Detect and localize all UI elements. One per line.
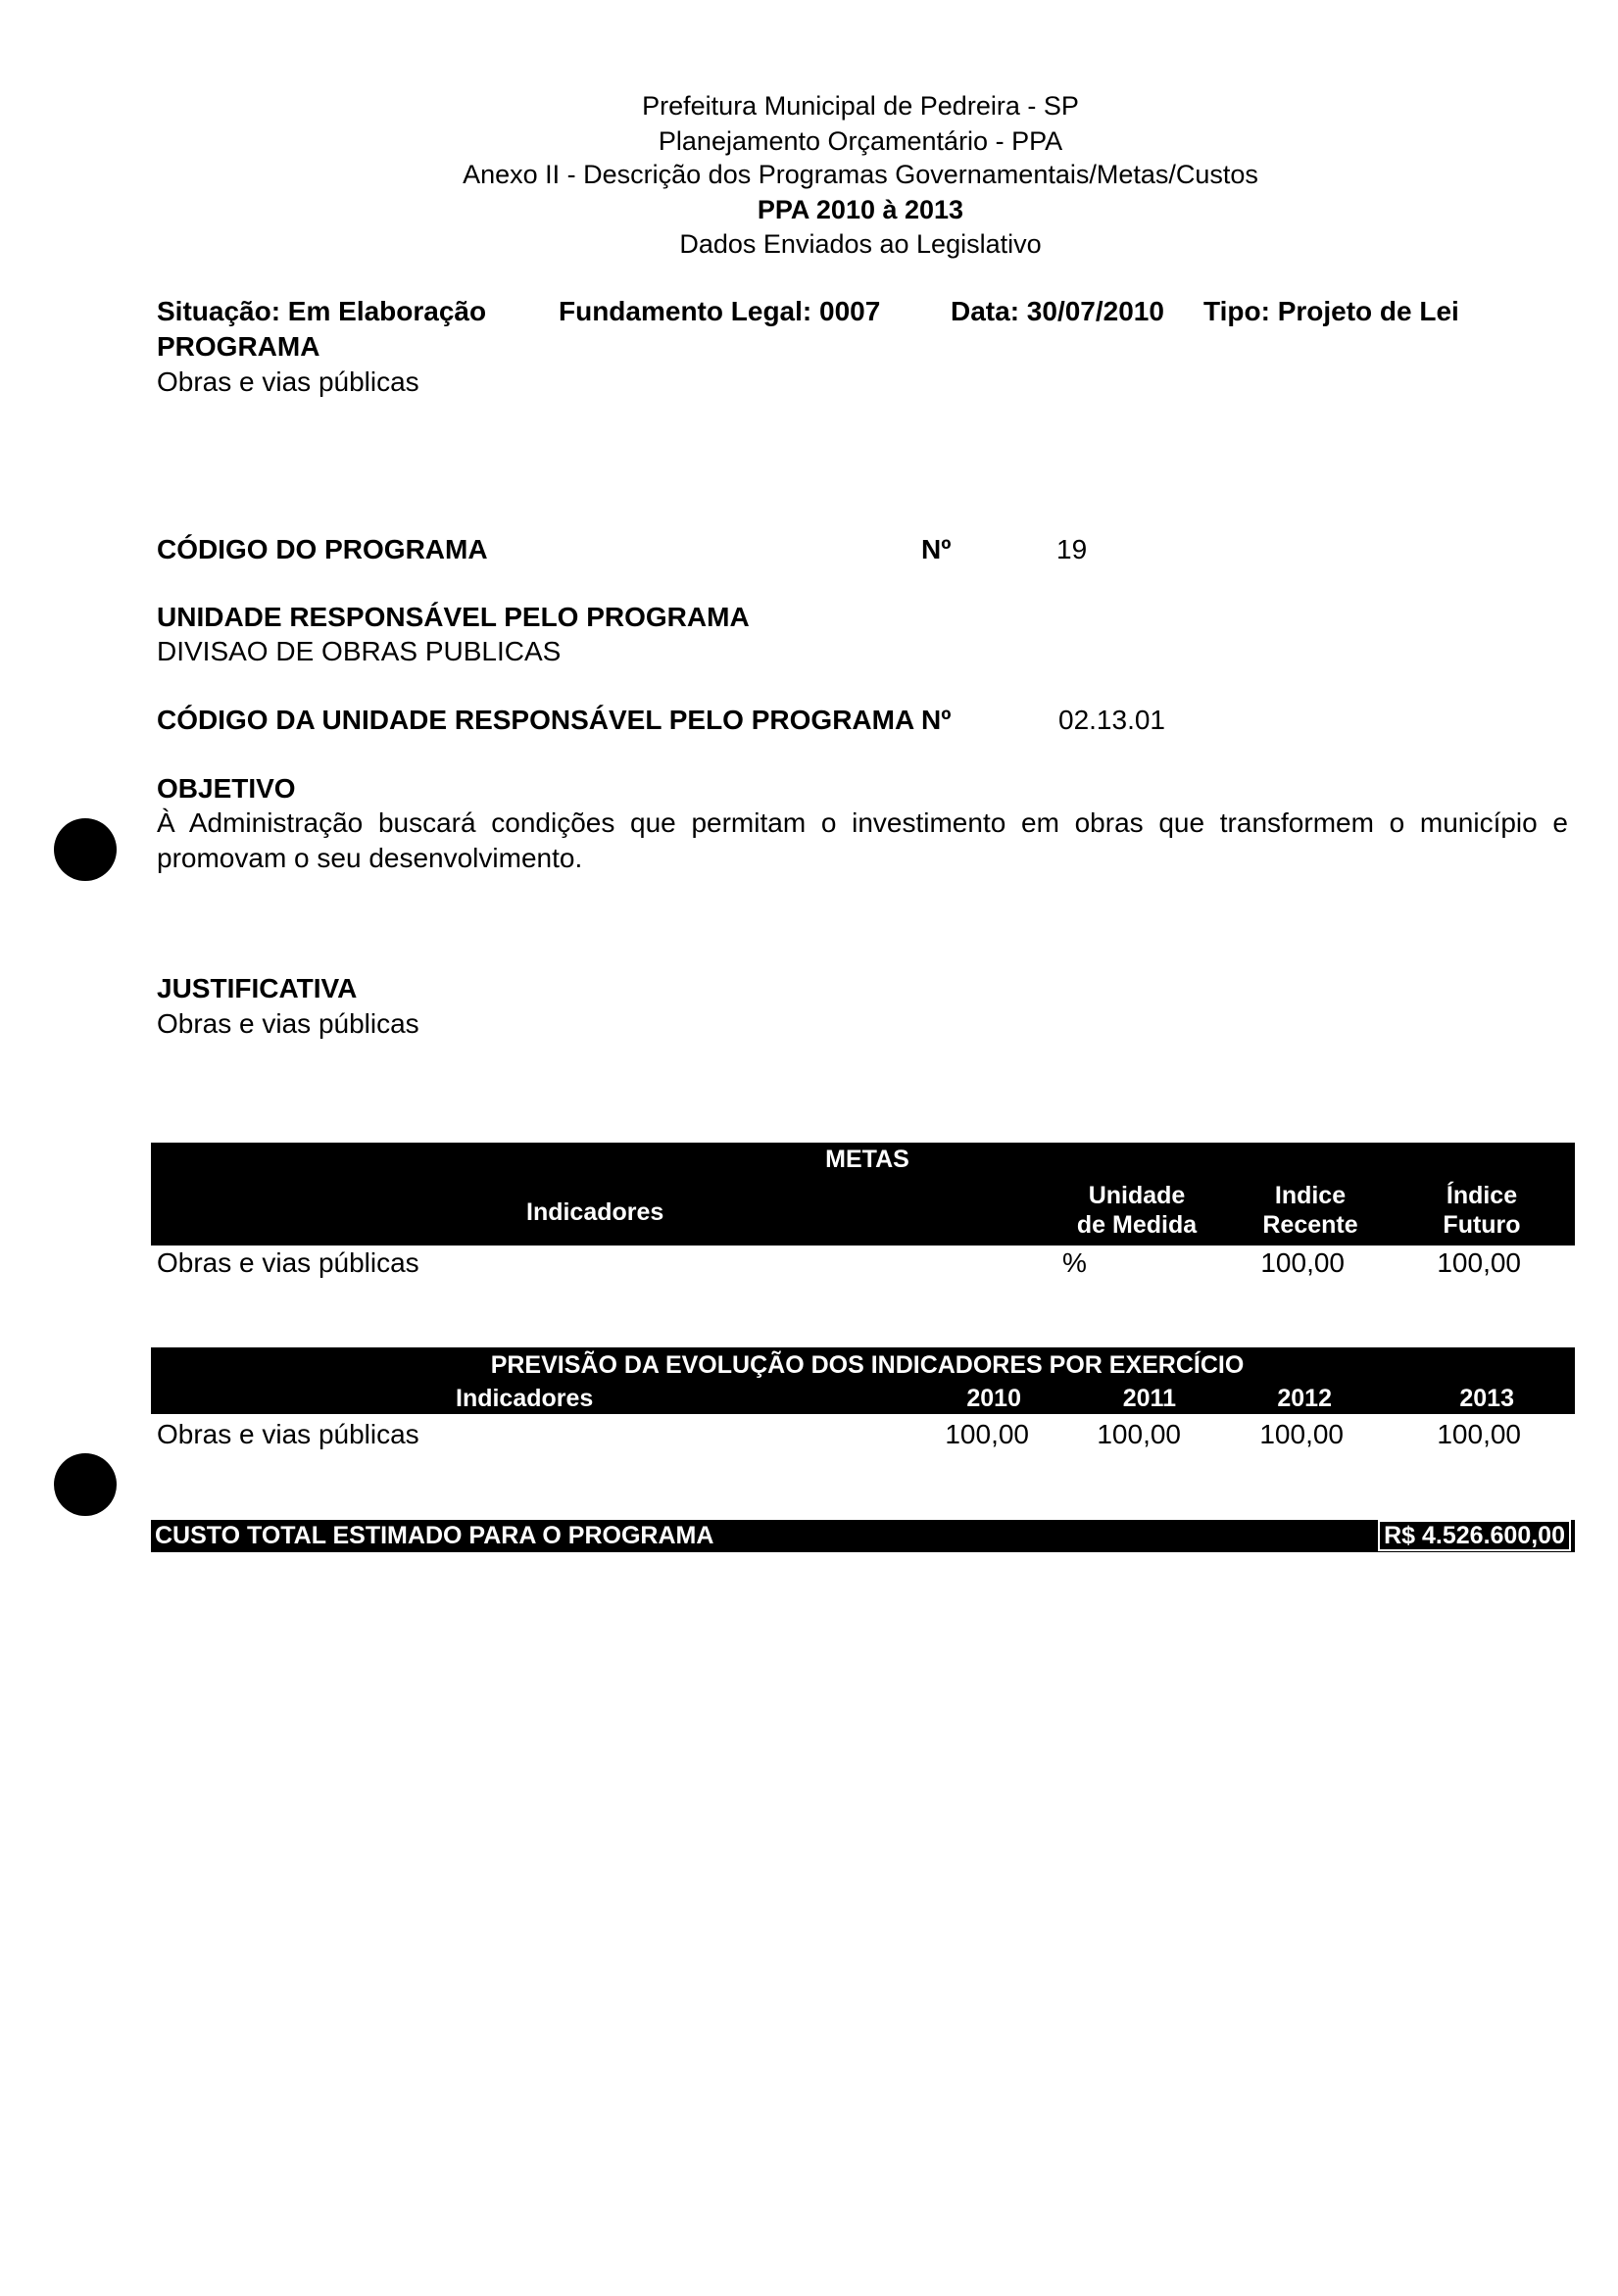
metas-col-futuro-line1: Índice: [1446, 1182, 1518, 1209]
previsao-row-2011: 100,00: [1097, 1419, 1181, 1449]
situacao-field: Situação: Em Elaboração: [157, 296, 487, 326]
metas-row-indicador: Obras e vias públicas: [157, 1247, 419, 1278]
annex-title: Anexo II - Descrição dos Programas Governamentais/Metas/Custos: [463, 160, 1258, 189]
department-title: Planejamento Orçamentário - PPA: [658, 126, 1063, 156]
codigo-unidade-label: CÓDIGO DA UNIDADE RESPONSÁVEL PELO PROGRAMA: [157, 705, 915, 735]
previsao-row-indicador: Obras e vias públicas: [157, 1419, 419, 1449]
justificativa-value: Obras e vias públicas: [157, 1008, 419, 1039]
metas-col-indicadores: Indicadores: [526, 1198, 664, 1226]
previsao-col-2012: 2012: [1277, 1385, 1332, 1412]
metas-row-indice-futuro: 100,00: [1437, 1247, 1521, 1278]
metas-col-futuro-line2: Futuro: [1443, 1211, 1521, 1239]
previsao-col-2011: 2011: [1122, 1385, 1176, 1412]
punch-hole-icon: [54, 818, 117, 881]
metas-header-band: [151, 1143, 1575, 1246]
fundamento-legal-field: Fundamento Legal: 0007: [559, 296, 881, 326]
previsao-col-2010: 2010: [966, 1385, 1021, 1412]
metas-col-unidade-line2: de Medida: [1076, 1211, 1198, 1239]
previsao-row-2010: 100,00: [945, 1419, 1029, 1449]
status-note: Dados Enviados ao Legislativo: [679, 229, 1042, 259]
programa-value: Obras e vias públicas: [157, 366, 419, 397]
previsao-col-2013: 2013: [1459, 1385, 1514, 1412]
objetivo-text-line-1: À Administração buscará condições que permitam o investimento em obras que transformem o município e: [157, 807, 1568, 838]
municipality-title: Prefeitura Municipal de Pedreira - SP: [642, 91, 1079, 121]
metas-col-recente-line2: Recente: [1262, 1211, 1358, 1239]
custo-total-label: CUSTO TOTAL ESTIMADO PARA O PROGRAMA: [155, 1522, 714, 1549]
tipo-field: Tipo: Projeto de Lei: [1203, 296, 1459, 326]
previsao-row-2013: 100,00: [1437, 1419, 1521, 1449]
justificativa-label: JUSTIFICATIVA: [157, 973, 358, 1003]
metas-col-unidade-line1: Unidade: [1088, 1182, 1186, 1209]
metas-title: METAS: [825, 1146, 909, 1173]
codigo-unidade-number-label: Nº: [921, 705, 952, 735]
metas-row-indice-recente: 100,00: [1260, 1247, 1345, 1278]
previsao-title: PREVISÃO DA EVOLUÇÃO DOS INDICADORES POR EXERCÍCIO: [490, 1351, 1245, 1379]
previsao-row-2012: 100,00: [1259, 1419, 1344, 1449]
unidade-responsavel-label: UNIDADE RESPONSÁVEL PELO PROGRAMA: [157, 602, 750, 632]
custo-total-band: [151, 1520, 1575, 1552]
unidade-responsavel-value: DIVISAO DE OBRAS PUBLICAS: [157, 636, 562, 666]
metas-col-recente-line1: Indice: [1274, 1182, 1347, 1209]
punch-hole-icon: [54, 1453, 117, 1516]
metas-row-unidade: %: [1062, 1247, 1087, 1278]
codigo-unidade-value: 02.13.01: [1058, 705, 1165, 735]
ppa-period: PPA 2010 à 2013: [757, 195, 964, 224]
objetivo-label: OBJETIVO: [157, 773, 296, 804]
programa-label: PROGRAMA: [157, 331, 320, 362]
objetivo-text-line-2: promovam o seu desenvolvimento.: [157, 843, 583, 873]
previsao-header-band: [151, 1347, 1575, 1414]
previsao-col-indicadores: Indicadores: [456, 1385, 594, 1412]
data-field: Data: 30/07/2010: [951, 296, 1164, 326]
codigo-programa-number-label: Nº: [921, 534, 952, 564]
codigo-programa-value: 19: [1056, 534, 1088, 564]
codigo-programa-label: CÓDIGO DO PROGRAMA: [157, 534, 488, 564]
custo-total-value: R$ 4.526.600,00: [1378, 1520, 1571, 1551]
